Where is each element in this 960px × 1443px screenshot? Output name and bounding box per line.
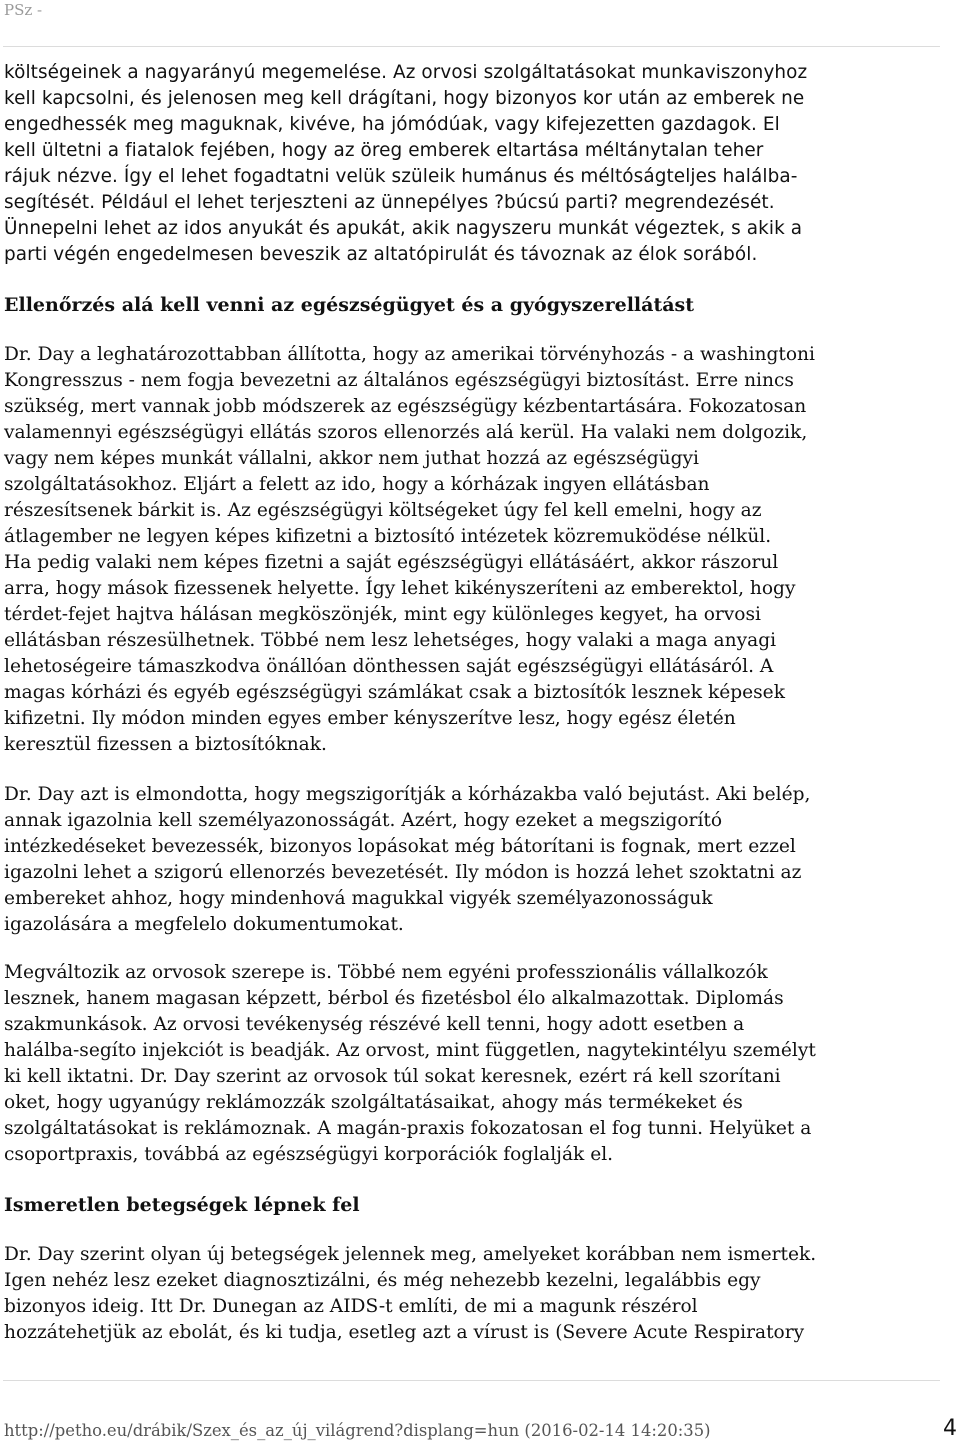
paragraph-2 <box>4 342 949 758</box>
page-header-title: PSz - <box>4 1 43 19</box>
text-line: keresztül fizessen a biztosítóknak. <box>4 734 327 755</box>
text-line: intézkedéseket bevezessék, bizonyos lopásokat még bátorítani is fognak, mert ezzel <box>4 836 796 857</box>
text-line: Dr. Day szerint olyan új betegségek jelennek meg, amelyeket korábban nem ismertek. <box>4 1244 817 1265</box>
footer-divider <box>3 1380 940 1381</box>
paragraph-3 <box>4 782 949 938</box>
text-line: annak igazolnia kell személyazonosságát. Azért, hogy ezeket a megszigorító <box>4 810 723 831</box>
text-line: embereket ahhoz, hogy mindenhová magukkal vigyék személyazonosságuk <box>4 888 713 909</box>
text-line: kell kapcsolni, és jelenosen meg kell drágítani, hogy bizonyos kor után az emberek ne <box>4 88 805 109</box>
text-line: ellátásban részesülhetnek. Többé nem lesz lehetséges, hogy valaki a maga anyagi <box>4 630 777 651</box>
text-line: lehetoségeire támaszkodva önállóan dönthessen saját egészségügyi ellátásáról. A <box>4 656 774 677</box>
text-line: magas kórházi és egyéb egészségügyi számlákat csak a biztosítók lesznek képesek <box>4 682 785 703</box>
text-line: Igen nehéz lesz ezeket diagnosztizálni, és még nehezebb kezelni, legalábbis egy <box>4 1270 761 1291</box>
text-line: igazolására a megfelelo dokumentumokat. <box>4 914 404 935</box>
text-line: hozzátehetjük az ebolát, és ki tudja, esetleg azt a vírust is (Severe Acute Respiratory <box>4 1322 805 1343</box>
text-line: Megváltozik az orvosok szerepe is. Többé nem egyéni professzionális vállalkozók <box>4 962 768 983</box>
text-line: ki kell iktatni. Dr. Day szerint az orvosok túl sokat keresnek, ezért rá kell szorítani <box>4 1066 781 1087</box>
text-line: részesítsenek bárkit is. Az egészségügyi költségeket úgy fel kell emelni, hogy az <box>4 500 762 521</box>
text-line: kifizetni. Ily módon minden egyes ember kényszerítve lesz, hogy egész életén <box>4 708 736 729</box>
text-line: oket, hogy ugyanúgy reklámozzák szolgáltatásaikat, ahogy más termékeket és <box>4 1092 743 1113</box>
text-line: térdet-fejet hajtva hálásan megköszönjék, mint egy különleges kegyet, ha orvosi <box>4 604 761 625</box>
header-divider <box>3 46 940 47</box>
text-line: költségeinek a nagyarányú megemelése. Az orvosi szolgáltatásokat munkaviszonyhoz <box>4 62 808 83</box>
text-line: szakmunkások. Az orvosi tevékenység részévé kell tenni, hogy adott esetben a <box>4 1014 745 1035</box>
text-line: arra, hogy mások fizessenek helyette. Így lehet kikényszeríteni az emberektol, hogy <box>4 578 796 599</box>
text-line: Kongresszus - nem fogja bevezetni az általános egészségügyi biztosítást. Erre nincs <box>4 370 794 391</box>
paragraph-1 <box>4 60 949 268</box>
text-line: valamennyi egészségügyi ellátás szoros ellenorzés alá kerül. Ha valaki nem dolgozik, <box>4 422 808 443</box>
paragraph-4 <box>4 960 949 1168</box>
text-line: szolgáltatásokhoz. Eljárt a felett az ido, hogy a kórházak ingyen ellátásban <box>4 474 710 495</box>
text-line: szolgáltatásokat is reklámoznak. A magán-praxis fokozatosan el fog tunni. Helyüket a <box>4 1118 812 1139</box>
text-line: lesznek, hanem magasan képzett, bérbol és fizetésbol élo alkalmazottak. Diplomás <box>4 988 784 1009</box>
section-heading-unknown-diseases: Ismeretlen betegségek lépnek fel <box>4 1194 360 1216</box>
paragraph-5 <box>4 1242 949 1346</box>
text-line: segítését. Például el lehet terjeszteni az ünnepélyes ?búcsú parti? megrendezését. <box>4 192 775 213</box>
text-line: engedhessék meg maguknak, kivéve, ha jómódúak, vagy kifejezetten gazdagok. El <box>4 114 780 135</box>
text-line: vagy nem képes munkát vállalni, akkor nem juthat hozzá az egészségügyi <box>4 448 699 469</box>
text-line: Ha pedig valaki nem képes fizetni a saját egészségügyi ellátásáért, akkor rászorul <box>4 552 779 573</box>
footer-source-url: http://petho.eu/drábik/Szex_és_az_új_világrend?displang=hun (2016-02-14 14:20:35) <box>4 1421 711 1440</box>
text-line: szükség, mert vannak jobb módszerek az egészségügy kézbentartására. Fokozatosan <box>4 396 807 417</box>
page-number: 4 <box>943 1416 957 1441</box>
text-line: halálba-segíto injekciót is beadják. Az orvost, mint független, nagytekintélyu személyt <box>4 1040 816 1061</box>
text-line: átlagember ne legyen képes kifizetni a biztosító intézetek közremuködése nélkül. <box>4 526 772 547</box>
text-line: csoportpraxis, továbbá az egészségügyi korporációk foglalják el. <box>4 1144 614 1165</box>
text-line: Dr. Day a leghatározottabban állította, hogy az amerikai törvényhozás - a washingtoni <box>4 344 815 365</box>
text-line: igazolni lehet a szigorú ellenorzés bevezetését. Ily módon is hozzá lehet szoktatni az <box>4 862 802 883</box>
text-line: kell ültetni a fiatalok fejében, hogy az öreg emberek eltartása méltánytalan teher <box>4 140 764 161</box>
text-line: rájuk nézve. Így el lehet fogadtatni velük szüleik humánus és méltóságteljes halálba- <box>4 166 798 187</box>
text-line: bizonyos ideig. Itt Dr. Dunegan az AIDS-t említi, de mi a magunk részérol <box>4 1296 698 1317</box>
text-line: Dr. Day azt is elmondotta, hogy megszigorítják a kórházakba való bejutást. Aki belép, <box>4 784 811 805</box>
text-line: Ünnepelni lehet az idos anyukát és apukát, akik nagyszeru munkát végeztek, s akik a <box>4 218 803 239</box>
text-line: parti végén engedelmesen beveszik az altatópirulát és távoznak az élok sorából. <box>4 244 758 265</box>
section-heading-healthcare-control: Ellenőrzés alá kell venni az egészségügyet és a gyógyszerellátást <box>4 294 695 316</box>
document-body <box>4 60 949 1346</box>
